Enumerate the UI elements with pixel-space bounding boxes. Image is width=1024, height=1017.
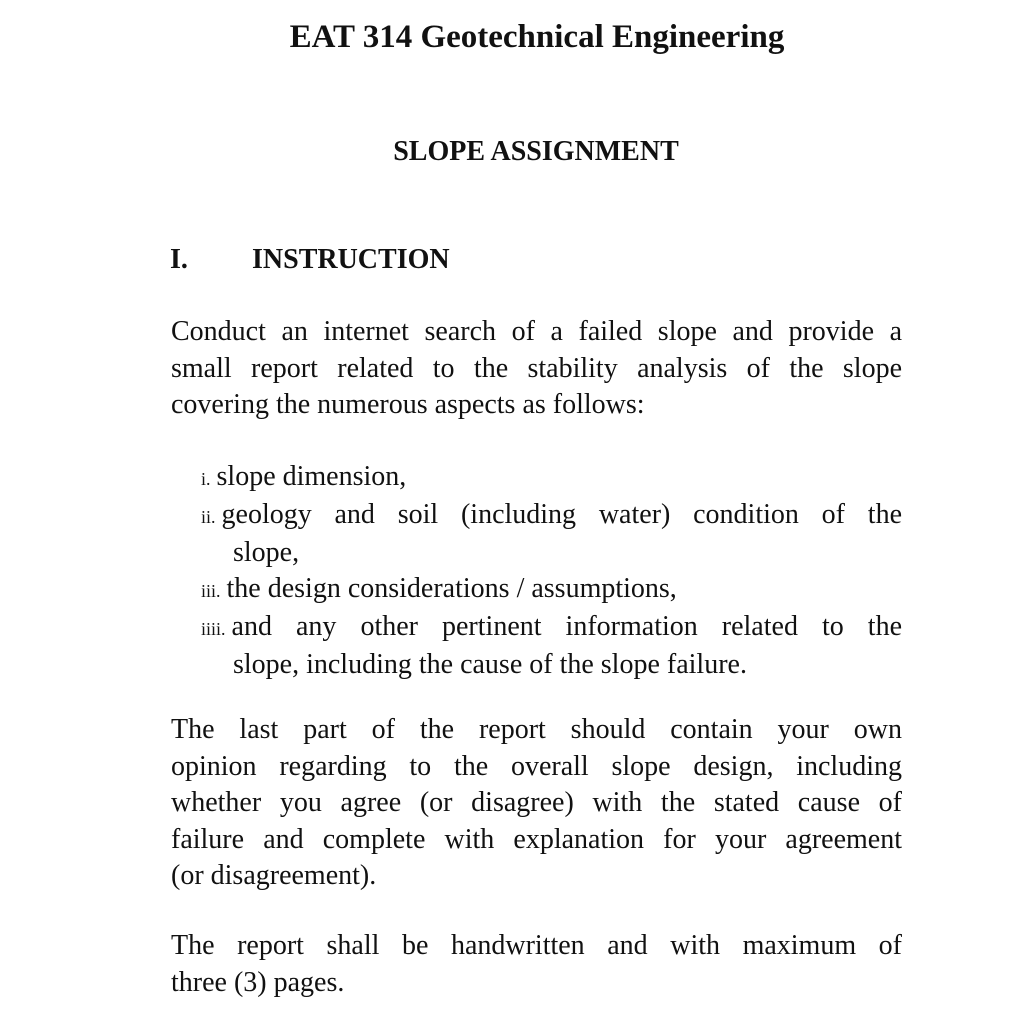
section-heading <box>170 242 450 278</box>
list-item-continuation: slope, including the cause of the slope failure. <box>233 649 747 680</box>
list-item <box>201 609 902 683</box>
assignment-title: SLOPE ASSIGNMENT <box>393 136 679 167</box>
list-item-text: and any other pertinent information related to the <box>231 611 902 642</box>
paragraph-line: failure and complete with explanation for your agreement <box>171 823 902 855</box>
paragraph-line: covering the numerous aspects as follows: <box>171 389 645 420</box>
requirement-paragraph <box>171 928 902 1001</box>
intro-paragraph <box>171 314 902 424</box>
paragraph-line: small report related to the stability analysis of the slope <box>171 352 902 384</box>
list-marker: iiii. <box>201 619 226 639</box>
list-marker: ii. <box>201 507 216 527</box>
paragraph-line: whether you agree (or disagree) with the stated cause of <box>171 787 902 818</box>
list-item-text: the design considerations / assumptions, <box>226 573 677 604</box>
section-number: I. <box>170 244 188 275</box>
section-heading-text: INSTRUCTION <box>252 244 450 275</box>
paragraph-line: Conduct an internet search of a failed slope and provide a <box>171 316 902 347</box>
list-item <box>201 459 902 497</box>
paragraph-line: (or disagreement). <box>171 860 377 891</box>
paragraph-line: The last part of the report should contain your own <box>171 714 902 745</box>
list-marker: i. <box>201 469 211 489</box>
list-item-text: slope dimension, <box>216 461 407 492</box>
list-item-continuation: slope, <box>233 537 300 568</box>
list-item-text: geology and soil (including water) condition of the <box>221 499 902 530</box>
opinion-paragraph <box>171 712 902 895</box>
paragraph-line: three (3) pages. <box>171 966 345 998</box>
list-marker: iii. <box>201 581 221 601</box>
list-item <box>201 497 902 571</box>
paragraph-line: The report shall be handwritten and with maximum of <box>171 930 902 961</box>
aspects-list <box>201 459 902 683</box>
paragraph-line: opinion regarding to the overall slope design, including <box>171 750 902 782</box>
course-title: EAT 314 Geotechnical Engineering <box>289 19 785 55</box>
list-item <box>201 571 902 609</box>
